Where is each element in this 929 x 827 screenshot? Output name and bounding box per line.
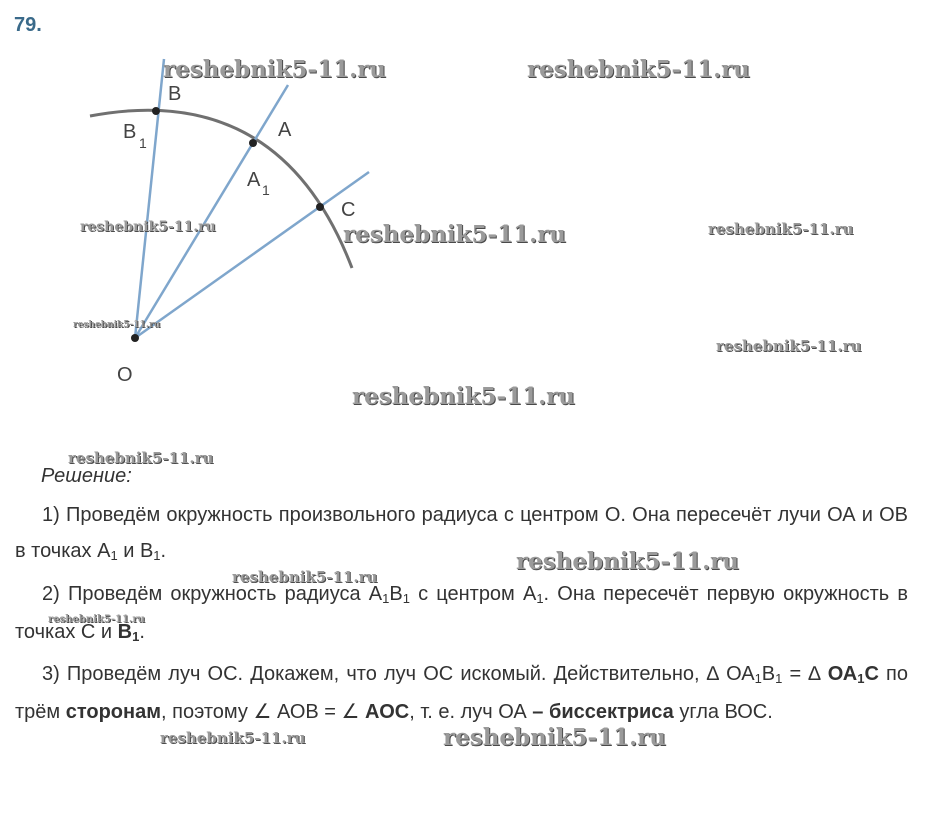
label-A: A — [278, 119, 292, 141]
watermark: reshebnik5-11.ru — [232, 568, 378, 586]
point-O — [131, 334, 139, 342]
watermark: reshebnik5-11.ru — [708, 220, 854, 238]
label-O: O — [117, 364, 133, 386]
solution-step-1: 1) Проведём окружность произвольного радиуса с центром О. Она пересечёт лучи ОА и ОВ в точках $А_1$ и $В_1$. — [15, 504, 908, 563]
point-B1 — [152, 107, 160, 115]
watermark: reshebnik5-11.ru — [163, 56, 386, 83]
solution-step-3: 3) Проведём луч ОС. Докажем, что луч ОС искомый. Действительно, ∆ $ОА_1В_1$ = ∆ $ОА_1С$ по трём сторонам, поэтому ∠ АОВ = ∠ АОС, т. е. луч ОА – биссектриса угла ВОС. — [15, 663, 908, 723]
watermark: reshebnik5-11.ru — [352, 383, 575, 410]
watermark: reshebnik5-11.ru — [343, 221, 566, 248]
watermark: reshebnik5-11.ru — [68, 449, 214, 467]
watermark: reshebnik5-11.ru — [527, 56, 750, 83]
watermark: reshebnik5-11.ru — [716, 337, 862, 355]
label-B: B — [168, 83, 182, 105]
watermark: reshebnik5-11.ru — [160, 729, 306, 747]
solution-heading: Решение: — [41, 465, 132, 487]
label-A1-sub: 1 — [262, 182, 270, 198]
watermark: reshebnik5-11.ru — [443, 724, 666, 751]
point-C — [316, 203, 324, 211]
watermark: reshebnik5-11.ru — [48, 614, 145, 625]
ray-OC — [135, 172, 369, 338]
point-A1 — [249, 139, 257, 147]
label-A1: A — [247, 169, 261, 191]
label-C: C — [341, 199, 356, 221]
problem-number: 79. — [14, 14, 42, 36]
watermark: reshebnik5-11.ru — [80, 219, 216, 235]
label-B1: B — [123, 121, 137, 143]
watermark: reshebnik5-11.ru — [516, 548, 739, 575]
solution-step-2: 2) Проведём окружность радиуса $А_1В_1$ с центром $А_1$. Она пересечёт первую окружность в точках С и $В_1$. — [15, 583, 908, 644]
watermark: reshebnik5-11.ru — [73, 320, 161, 330]
label-B1-sub: 1 — [139, 135, 147, 151]
